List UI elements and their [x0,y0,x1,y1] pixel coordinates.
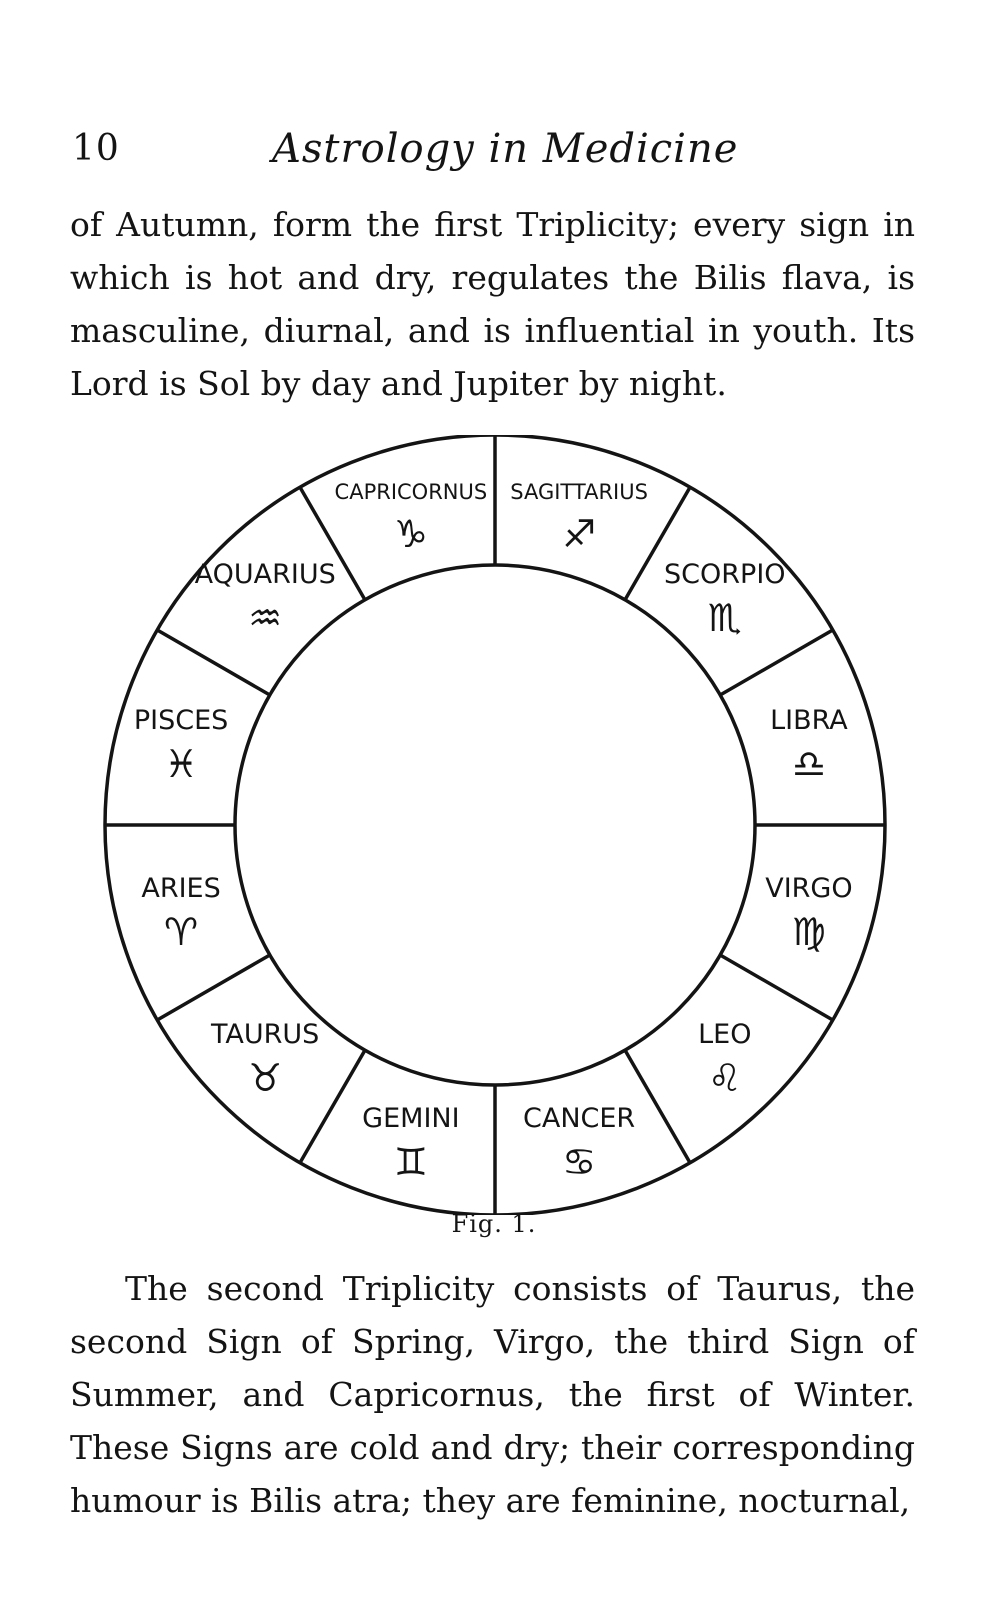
page-number: 10 [72,128,120,169]
sector-dividers [105,435,885,1215]
sign-glyph-icon: ♒ [248,596,283,641]
sign-glyph-icon: ♐ [562,512,597,557]
sign-aquarius [195,559,336,640]
sign-libra [770,705,848,786]
sign-sagittarius [510,480,648,556]
sign-taurus [210,1019,319,1100]
paragraph-line: of Autumn, form the first Triplicity; every sign in [70,205,915,244]
figure-caption: Fig. 1. [451,1210,537,1238]
sector-divider [300,1050,365,1163]
sign-glyph-icon: ♈ [164,910,199,955]
paragraph-line: masculine, diurnal, and is influential in youth. Its [70,311,915,350]
sign-glyph-icon: ♎ [791,741,826,786]
sign-glyph-icon: ♍ [791,910,826,955]
sign-glyph-icon: ♉ [248,1055,283,1100]
sign-name: CAPRICORNUS [334,480,488,505]
running-title: Astrology in Medicine [272,126,739,172]
sign-glyph-icon: ♊ [393,1139,428,1184]
paragraph-line: which is hot and dry, regulates the Bilis flava, is [70,258,915,297]
sign-capricornus [335,480,488,556]
inner-ring [235,565,755,1085]
paragraph-line: Summer, and Capricornus, the first of Winter. [70,1375,915,1414]
sign-name: CANCER [523,1102,636,1134]
paragraph-line: The second Triplicity consists of Taurus, the [125,1269,915,1308]
sign-name: SCORPIO [664,559,786,591]
sign-name: TAURUS [211,1018,320,1050]
sign-name: PISCES [133,704,229,736]
zodiac-wheel [90,435,900,1215]
paragraph-1 [70,198,915,410]
sign-aries [141,873,220,954]
sign-glyph-icon: ♌ [707,1055,742,1100]
sign-name: AQUARIUS [194,559,336,591]
sign-scorpio [664,559,786,640]
sign-name: SAGITTARIUS [510,480,648,505]
sign-leo [698,1019,751,1100]
paragraph-line: second Sign of Spring, Virgo, the third Sign of [70,1322,915,1361]
sign-virgo [765,873,852,954]
sign-name: ARIES [141,873,221,905]
sign-glyph-icon: ♋ [562,1139,597,1184]
sector-divider [720,955,833,1020]
sign-cancer [523,1103,635,1184]
paragraph-line: These Signs are cold and dry; their corresponding [70,1428,915,1467]
sign-name: LEO [698,1018,752,1050]
sign-labels [134,480,853,1184]
sign-name: GEMINI [362,1102,460,1134]
sector-divider [157,955,270,1020]
sign-glyph-icon: ♑ [393,512,428,557]
sign-pisces [134,705,228,786]
sign-name: LIBRA [770,704,848,736]
sign-gemini [362,1103,459,1184]
paragraph-2 [70,1262,915,1527]
sign-glyph-icon: ♏ [707,596,742,641]
paragraph-line: Lord is Sol by day and Jupiter by night. [70,364,727,403]
page-header [72,118,922,178]
paragraph-line: humour is Bilis atra; they are feminine, nocturnal, [70,1481,911,1520]
sign-glyph-icon: ♓ [164,741,199,786]
zodiac-wheel-figure [90,435,900,1215]
sign-name: VIRGO [765,873,853,905]
